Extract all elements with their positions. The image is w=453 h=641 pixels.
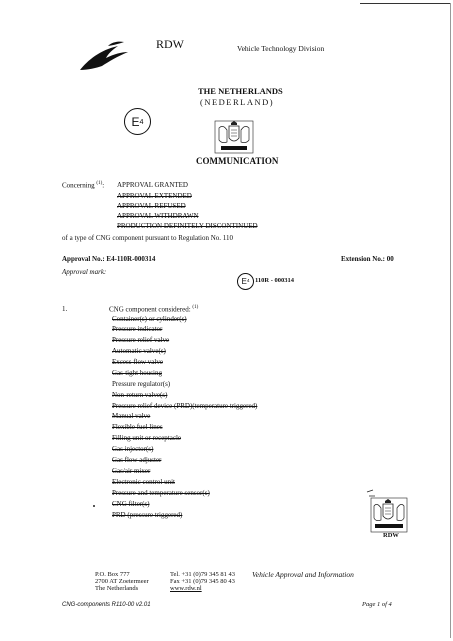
concerning-option: APPROVAL GRANTED — [117, 181, 188, 189]
concerning-option: PRODUCTION DEFINITELY DISCONTINUED — [117, 222, 258, 230]
component-item: Excess flow valve — [112, 358, 163, 366]
footer-address-line: P.O. Box 777 — [95, 571, 130, 578]
component-item: Gas injector(s) — [112, 445, 154, 453]
org-name: RDW — [156, 37, 184, 51]
top-border-line — [360, 3, 450, 4]
stamp-label: RDW — [383, 532, 399, 539]
approval-mark-text: 110R - 000314 — [255, 277, 294, 284]
component-item: CNG filter(s) — [112, 500, 150, 508]
component-item: Pressure indicator — [112, 325, 163, 333]
footer-fax: Fax +31 (0)79 345 80 43 — [170, 578, 235, 585]
footer-doc-ref: CNG-components R110-00 v2.01 — [62, 602, 151, 608]
concerning-option: APPROVAL REFUSED — [117, 202, 186, 210]
bullet-dot — [93, 505, 95, 507]
footer-address-line: 2700 AT Zoetermeer — [95, 578, 149, 585]
approval-mark-label: Approval mark: — [62, 268, 107, 276]
section-title: CNG component considered: $^{(1)}$ — [109, 305, 199, 314]
component-item: Pressure and temperature sensor(s) — [112, 489, 210, 497]
component-item: Gas/air mixer — [112, 467, 151, 475]
component-item: Gas-tight housing — [112, 369, 162, 377]
concerning-label: Concerning $^{(1)}$: — [62, 181, 105, 190]
component-item: Automatic valve(s) — [112, 347, 166, 355]
component-item: PRD (pressure triggered) — [112, 511, 183, 519]
footer-web-link[interactable]: www.rdw.nl — [170, 585, 202, 592]
e4-mark: E 4 — [124, 108, 151, 135]
concerning-option: APPROVAL WITHDRAWN — [117, 212, 199, 220]
component-item: Pressure regulator(s) — [112, 380, 171, 388]
component-item: Pressure relief device (PRD)(temperature triggered) — [112, 402, 258, 410]
rdw-bird-logo-icon — [78, 40, 130, 72]
division-name: Vehicle Technology Division — [237, 44, 325, 53]
footer-address-line: The Netherlands — [95, 585, 139, 592]
component-item: Filling unit or receptacle — [112, 434, 182, 442]
section-number: 1. — [62, 305, 68, 313]
document-title: COMMUNICATION — [196, 156, 279, 166]
concerning-option: APPROVAL EXTENDED — [117, 192, 192, 200]
footer-department: Vehicle Approval and Information — [252, 570, 354, 579]
country-local: (NEDERLAND) — [200, 97, 275, 107]
footer-page-number: Page 1 of 4 — [362, 601, 392, 608]
coat-of-arms-icon — [214, 120, 254, 154]
extension-number: Extension No.: 00 — [341, 255, 394, 263]
approval-number: Approval No.: E4-110R-000314 — [62, 255, 156, 263]
component-item: Container(s) or cylinder(s) — [112, 315, 187, 323]
component-item: Gas flow adjuster — [112, 456, 162, 464]
country-title: THE NETHERLANDS — [198, 86, 283, 96]
component-item: Flexible fuel lines — [112, 423, 163, 431]
component-item: Electronic control unit — [112, 478, 175, 486]
concerning-scope: of a type of CNG component pursuant to Regulation No. 110 — [62, 234, 234, 242]
footer-tel: Tel. +31 (0)79 345 81 43 — [170, 571, 235, 578]
right-border-line — [450, 3, 451, 638]
component-item: Pressure relief valve — [112, 336, 170, 344]
approval-mark-e4: E 4 — [237, 273, 254, 290]
component-item: Manual valve — [112, 412, 151, 420]
component-item: Non-return valve(s) — [112, 391, 168, 399]
